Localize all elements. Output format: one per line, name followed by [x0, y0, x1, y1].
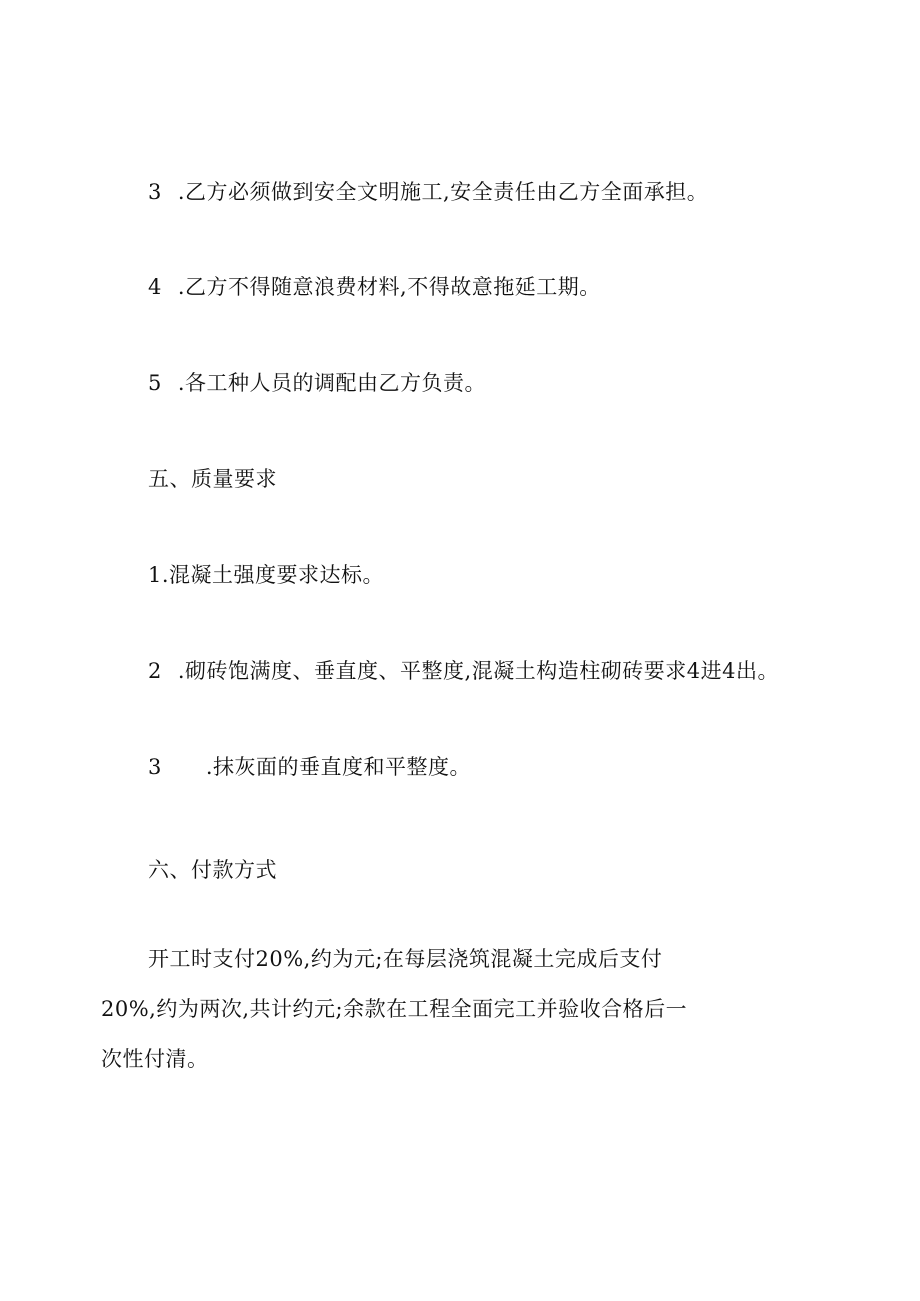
list-item-4 [148, 273, 601, 301]
quality-item-1: 1.混凝土强度要求达标。 [148, 563, 385, 587]
section-heading-payment: 六、付款方式 [148, 858, 277, 882]
list-text: .乙方必须做到安全文明施工,安全责任由乙方全面承担。 [177, 180, 709, 204]
list-text: .乙方不得随意浪费材料,不得故意拖延工期。 [177, 275, 601, 299]
list-item-3 [148, 178, 708, 206]
list-number: 4 [148, 275, 162, 299]
list-number: 3 [148, 755, 162, 779]
list-text: .抹灰面的垂直度和平整度。 [205, 755, 472, 779]
payment-paragraph-line-2: 20%,约为两次,共计约元;余款在工程全面完工并验收合格后一 [101, 997, 688, 1021]
list-text: .各工种人员的调配由乙方负责。 [177, 371, 487, 395]
quality-item-2 [148, 657, 779, 685]
payment-paragraph-line-1: 开工时支付20%,约为元;在每层浇筑混凝土完成后支付 [148, 947, 663, 971]
payment-paragraph-line-3: 次性付清。 [101, 1047, 209, 1071]
list-item-5 [148, 369, 486, 397]
list-number: 2 [148, 659, 162, 683]
list-number: 5 [148, 371, 162, 395]
quality-item-3 [148, 753, 471, 781]
list-text: .砌砖饱满度、垂直度、平整度,混凝土构造柱砌砖要求4进4出。 [177, 659, 779, 683]
section-heading-quality: 五、质量要求 [148, 467, 277, 491]
list-number: 3 [148, 180, 162, 204]
